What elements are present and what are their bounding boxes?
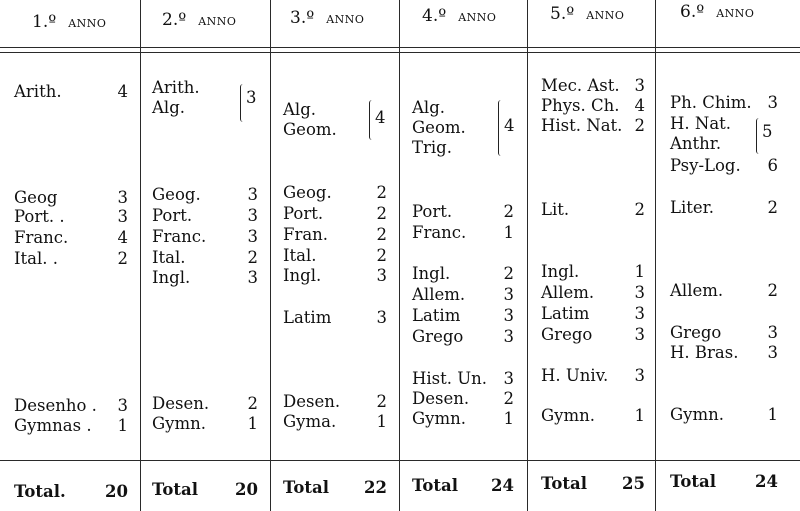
subject-name: Desenho . <box>14 396 97 415</box>
subject-row <box>412 264 518 284</box>
subject-row <box>670 93 782 113</box>
subject-name: Fran. <box>283 225 329 244</box>
total-row <box>541 474 649 494</box>
subject-name: Arith. <box>14 82 62 101</box>
total-row <box>152 480 262 500</box>
subject-name: Port. <box>412 202 453 221</box>
weekly-hours: 3 <box>767 323 778 342</box>
subject-row <box>283 183 391 203</box>
subject-name: Ingl. <box>541 262 580 281</box>
subject-row <box>283 308 391 328</box>
subject-name: H. Nat. <box>670 114 732 133</box>
weekly-hours: 2 <box>376 225 387 244</box>
weekly-hours: 3 <box>117 207 128 226</box>
weekly-hours: 2 <box>767 281 778 300</box>
subject-name: Mec. Ast. <box>541 76 620 95</box>
weekly-hours: 1 <box>376 412 387 431</box>
subject-name: Port. . <box>14 207 65 226</box>
year-number: 2.º <box>162 10 187 30</box>
subject-name: Grego <box>541 325 593 344</box>
total-value: 20 <box>235 480 258 499</box>
weekly-hours: 3 <box>634 325 645 344</box>
subject-name: Allem. <box>541 283 595 302</box>
weekly-hours: 2 <box>376 246 387 265</box>
subject-row <box>412 285 518 305</box>
year-number: 3.º <box>290 8 315 28</box>
subject-row <box>14 396 132 416</box>
subject-name: Hist. Un. <box>412 369 488 388</box>
subject-row <box>14 416 132 436</box>
subject-row <box>670 323 782 343</box>
subject-row <box>14 207 132 227</box>
subject-name: Phys. Ch. <box>541 96 620 115</box>
weekly-hours: 4 <box>117 228 128 247</box>
subject-name: Geom. <box>283 120 337 139</box>
weekly-hours: 3 <box>247 268 258 287</box>
subject-row <box>541 406 649 426</box>
total-label: Total <box>283 478 329 497</box>
year-number: 6.º <box>680 2 705 22</box>
subject-name: Alg. <box>412 98 445 117</box>
year-label: ANNO <box>458 11 497 24</box>
total-label: Total <box>541 474 587 493</box>
subject-name: H. Bras. <box>670 343 739 362</box>
subject-row <box>152 206 262 226</box>
total-label: Total <box>152 480 198 499</box>
total-value: 24 <box>755 472 778 491</box>
subject-row <box>670 198 782 218</box>
weekly-hours: 2 <box>503 202 514 221</box>
subject-name: Ital. . <box>14 249 58 268</box>
subject-row <box>412 327 518 347</box>
weekly-hours: 2 <box>634 200 645 219</box>
weekly-hours: 2 <box>376 183 387 202</box>
subject-row <box>670 405 782 425</box>
subject-row <box>283 392 391 412</box>
subject-name: Geog. <box>152 185 201 204</box>
weekly-hours: 3 <box>117 396 128 415</box>
subject-row <box>541 200 649 220</box>
subject-name: Allem. <box>412 285 466 304</box>
year-column <box>670 0 782 511</box>
weekly-hours: 3 <box>634 283 645 302</box>
subject-row <box>283 246 391 266</box>
year-number: 1.º <box>32 12 57 32</box>
subject-name: Port. <box>283 204 324 223</box>
subject-row <box>152 268 262 288</box>
subject-name: Gymn. <box>412 409 467 428</box>
weekly-hours: 3 <box>247 227 258 246</box>
weekly-hours: 3 <box>247 206 258 225</box>
grouped-subjects <box>412 98 466 158</box>
subject-name: Ingl. <box>412 264 451 283</box>
subject-row <box>14 188 132 208</box>
year-column <box>283 0 391 511</box>
year-column <box>541 0 649 511</box>
subject-name: Alg. <box>152 98 185 117</box>
total-label: Total. <box>14 482 66 501</box>
year-column <box>412 0 518 511</box>
weekly-hours: 3 <box>503 327 514 346</box>
subject-name: Geog <box>14 188 58 207</box>
weekly-hours: 3 <box>503 285 514 304</box>
subject-name: Franc. <box>14 228 69 247</box>
total-value: 20 <box>105 482 128 501</box>
weekly-hours: 3 <box>634 304 645 323</box>
subject-name: Psy-Log. <box>670 156 741 175</box>
weekly-hours: 3 <box>247 185 258 204</box>
subject-row <box>412 409 518 429</box>
weekly-hours: 2 <box>503 264 514 283</box>
subject-row <box>670 281 782 301</box>
weekly-hours: 1 <box>634 406 645 425</box>
total-label: Total <box>412 476 458 495</box>
weekly-hours: 2 <box>634 116 645 135</box>
year-column <box>152 0 262 511</box>
grouped-subjects <box>152 78 200 118</box>
subject-row <box>412 306 518 326</box>
weekly-hours: 3 <box>117 188 128 207</box>
subject-row <box>412 223 518 243</box>
subject-row <box>283 412 391 432</box>
weekly-hours: 2 <box>117 249 128 268</box>
subject-row <box>541 366 649 386</box>
column-rule <box>527 0 528 511</box>
subject-name: Trig. <box>412 138 452 157</box>
subject-name: Grego <box>412 327 464 346</box>
subject-row <box>541 262 649 282</box>
subject-name: H. Univ. <box>541 366 609 385</box>
subject-row <box>412 202 518 222</box>
subject-row <box>541 325 649 345</box>
subject-name: Latim <box>412 306 461 325</box>
subject-name: Hist. Nat. <box>541 116 623 135</box>
subject-name: Liter. <box>670 198 714 217</box>
weekly-hours: 4 <box>375 108 386 127</box>
subject-row <box>283 266 391 286</box>
subject-row <box>412 369 518 389</box>
weekly-hours: 3 <box>376 308 387 327</box>
weekly-hours: 6 <box>767 156 778 175</box>
year-label: ANNO <box>586 9 625 22</box>
total-row <box>412 476 518 496</box>
weekly-hours: 2 <box>247 394 258 413</box>
subject-name: Franc. <box>412 223 467 242</box>
year-label: ANNO <box>68 17 107 30</box>
subject-row <box>541 96 649 116</box>
subject-name: Arith. <box>152 78 200 97</box>
subject-row <box>152 248 262 268</box>
subject-row <box>412 389 518 409</box>
total-value: 24 <box>491 476 514 495</box>
subject-row <box>283 204 391 224</box>
weekly-hours: 3 <box>503 369 514 388</box>
subject-row <box>14 228 132 248</box>
subject-name: Port. <box>152 206 193 225</box>
subject-name: Desen. <box>152 394 210 413</box>
grouped-subjects <box>283 100 337 140</box>
subject-name: Alg. <box>283 100 316 119</box>
subject-name: Gymn. <box>152 414 207 433</box>
year-label: ANNO <box>716 7 755 20</box>
subject-name: Gyma. <box>283 412 337 431</box>
weekly-hours: 4 <box>634 96 645 115</box>
column-rule <box>270 0 271 511</box>
subject-name: Lit. <box>541 200 570 219</box>
subject-row <box>152 227 262 247</box>
year-number: 4.º <box>422 6 447 26</box>
subject-name: Ph. Chim. <box>670 93 752 112</box>
subject-row <box>14 82 132 102</box>
subject-row <box>670 343 782 363</box>
total-label: Total <box>670 472 716 491</box>
total-row <box>670 472 782 492</box>
subject-row <box>152 394 262 414</box>
total-value: 25 <box>622 474 645 493</box>
subject-name: Franc. <box>152 227 207 246</box>
subject-name: Allem. <box>670 281 724 300</box>
weekly-hours: 3 <box>246 88 257 107</box>
subject-row <box>14 249 132 269</box>
subject-row <box>670 156 782 176</box>
weekly-hours: 1 <box>767 405 778 424</box>
weekly-hours: 1 <box>117 416 128 435</box>
subject-name: Gymnas . <box>14 416 92 435</box>
subject-name: Desen. <box>412 389 470 408</box>
weekly-hours: 3 <box>376 266 387 285</box>
weekly-hours: 3 <box>634 76 645 95</box>
subject-row <box>541 76 649 96</box>
weekly-hours: 2 <box>376 204 387 223</box>
column-rule <box>399 0 400 511</box>
weekly-hours: 1 <box>503 223 514 242</box>
subject-name: Ital. <box>152 248 186 267</box>
subject-name: Gymn. <box>541 406 596 425</box>
subject-name: Ital. <box>283 246 317 265</box>
weekly-hours: 2 <box>767 198 778 217</box>
subject-name: Ingl. <box>152 268 191 287</box>
subject-row <box>152 414 262 434</box>
total-row <box>14 482 132 502</box>
subject-name: Gymn. <box>670 405 725 424</box>
weekly-hours: 5 <box>762 122 773 141</box>
total-value: 22 <box>364 478 387 497</box>
weekly-hours: 4 <box>117 82 128 101</box>
subject-name: Geom. <box>412 118 466 137</box>
column-rule <box>140 0 141 511</box>
weekly-hours: 2 <box>376 392 387 411</box>
subject-name: Latim <box>541 304 590 323</box>
year-column <box>14 0 132 511</box>
subject-row <box>283 225 391 245</box>
weekly-hours: 4 <box>504 116 515 135</box>
weekly-hours: 1 <box>634 262 645 281</box>
subject-name: Geog. <box>283 183 332 202</box>
weekly-hours: 2 <box>503 389 514 408</box>
subject-row <box>541 283 649 303</box>
weekly-hours: 3 <box>767 93 778 112</box>
total-row <box>283 478 391 498</box>
weekly-hours: 3 <box>634 366 645 385</box>
column-rule <box>655 0 656 511</box>
subject-row <box>152 185 262 205</box>
grouped-subjects <box>670 114 731 154</box>
subject-row <box>541 116 649 136</box>
year-number: 5.º <box>550 4 575 24</box>
subject-name: Grego <box>670 323 722 342</box>
year-label: ANNO <box>326 13 365 26</box>
subject-name: Desen. <box>283 392 341 411</box>
subject-row <box>541 304 649 324</box>
weekly-hours: 3 <box>767 343 778 362</box>
weekly-hours: 1 <box>247 414 258 433</box>
subject-name: Ingl. <box>283 266 322 285</box>
subject-name: Latim <box>283 308 332 327</box>
weekly-hours: 2 <box>247 248 258 267</box>
subject-name: Anthr. <box>670 134 722 153</box>
weekly-hours: 3 <box>503 306 514 325</box>
year-label: ANNO <box>198 15 237 28</box>
weekly-hours: 1 <box>503 409 514 428</box>
